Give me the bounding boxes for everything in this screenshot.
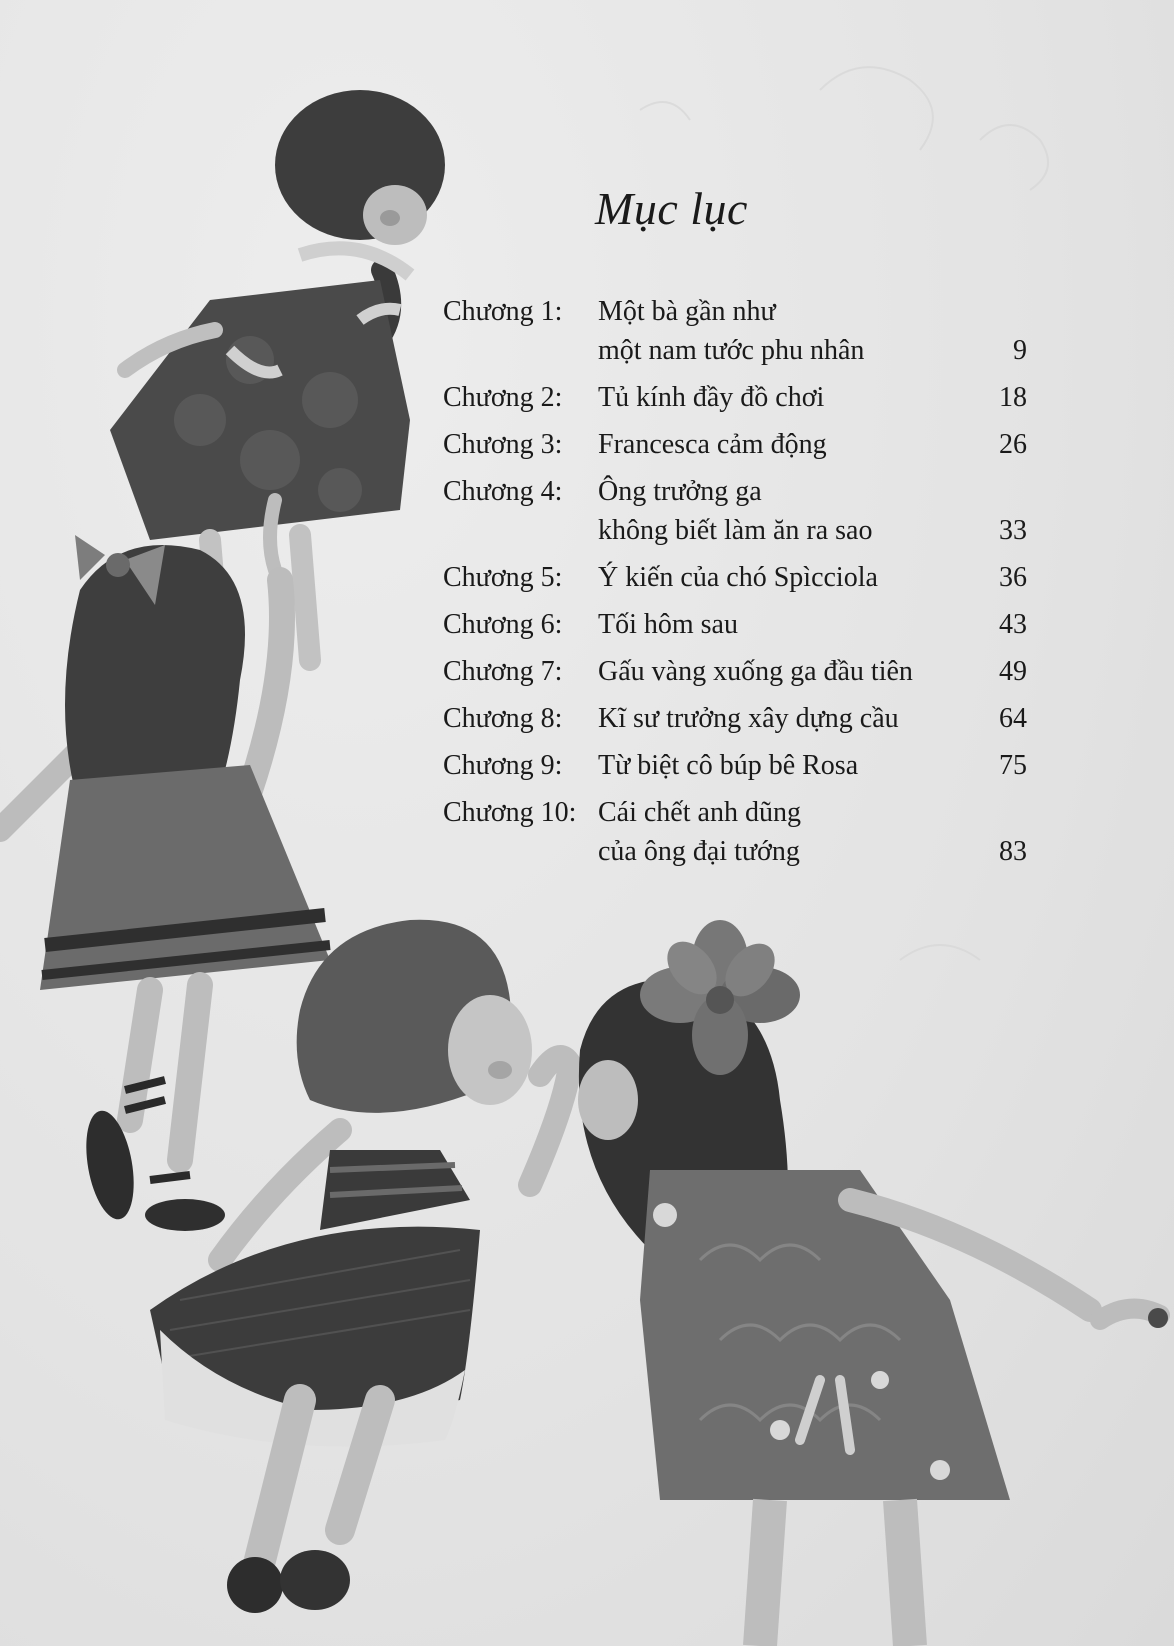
toc-title-line: Từ biệt cô búp bê Rosa <box>598 750 859 781</box>
toc-chapter-label: Chương 8: <box>443 703 563 734</box>
girl-bottom-right-icon <box>578 920 1168 1646</box>
toc-page-number: 18 <box>999 382 1027 413</box>
toc-page-number: 33 <box>999 515 1027 546</box>
toc-chapter-title <box>598 652 957 691</box>
toc-entry <box>443 652 1043 691</box>
toc-chapter-label: Chương 4: <box>443 476 563 507</box>
toc-entry <box>443 699 1043 738</box>
toc-title-line: của ông đại tướng <box>598 836 800 867</box>
toc-entry <box>443 558 1043 597</box>
toc-chapter-label: Chương 2: <box>443 382 563 413</box>
toc-page-number: 49 <box>999 656 1027 687</box>
toc-entry <box>443 472 1043 550</box>
toc-title-line: Ông trưởng ga <box>598 476 762 507</box>
toc-chapter-title <box>598 605 957 644</box>
toc-chapter-title <box>598 292 957 370</box>
toc-title-line: Cái chết anh dũng <box>598 797 801 828</box>
toc-page-number: 43 <box>999 609 1027 640</box>
toc-chapter-title <box>598 378 957 417</box>
toc-chapter-label: Chương 6: <box>443 609 563 640</box>
toc-chapter-label: Chương 7: <box>443 656 563 687</box>
toc-chapter-label: Chương 3: <box>443 429 563 460</box>
toc-entry <box>443 425 1043 464</box>
table-of-contents <box>443 292 1043 879</box>
toc-title-line: Một bà gần như <box>598 296 776 327</box>
toc-entry <box>443 378 1043 417</box>
toc-chapter-title <box>598 699 957 738</box>
toc-chapter-label: Chương 9: <box>443 750 563 781</box>
toc-chapter-title <box>598 558 957 597</box>
toc-page-number: 64 <box>999 703 1027 734</box>
toc-entry <box>443 793 1043 871</box>
toc-title-line: Ý kiến của chó Spìcciola <box>598 562 878 593</box>
toc-entry <box>443 605 1043 644</box>
toc-chapter-label: Chương 5: <box>443 562 563 593</box>
toc-title-line: không biết làm ăn ra sao <box>598 515 873 546</box>
toc-chapter-title <box>598 425 957 464</box>
toc-page-number: 26 <box>999 429 1027 460</box>
toc-chapter-label: Chương 10: <box>443 797 577 828</box>
toc-page-number: 36 <box>999 562 1027 593</box>
toc-page-number: 83 <box>999 836 1027 867</box>
toc-chapter-label: Chương 1: <box>443 296 563 327</box>
toc-title-line: Kĩ sư trưởng xây dựng cầu <box>598 703 899 734</box>
toc-page-number: 75 <box>999 750 1027 781</box>
toc-page-number: 9 <box>1013 335 1027 366</box>
toc-title-line: Tủ kính đầy đồ chơi <box>598 382 825 413</box>
girl-bottom-left-icon <box>150 920 570 1613</box>
toc-entry <box>443 292 1043 370</box>
toc-title-line: Tối hôm sau <box>598 609 738 640</box>
toc-chapter-title <box>598 746 957 785</box>
girl-left-icon <box>0 535 330 1231</box>
toc-title-line: một nam tước phu nhân <box>598 335 865 366</box>
toc-title-line: Francesca cảm động <box>598 429 827 460</box>
toc-title-line: Gấu vàng xuống ga đầu tiên <box>598 656 913 687</box>
toc-entry <box>443 746 1043 785</box>
page-title: Mục lục <box>595 183 748 234</box>
toc-chapter-title <box>598 793 957 871</box>
toc-chapter-title <box>598 472 957 550</box>
